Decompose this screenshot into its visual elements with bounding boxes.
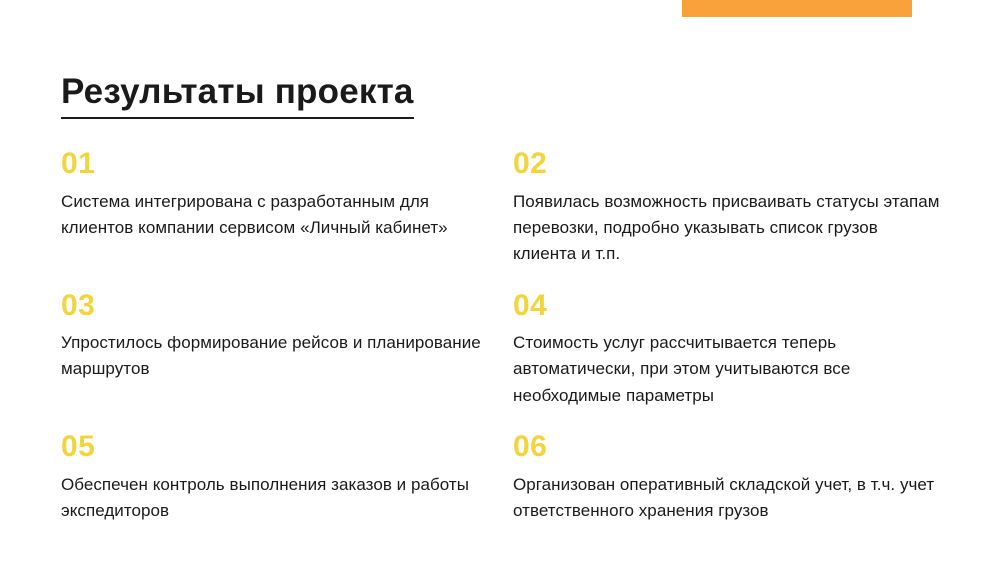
result-item (61, 148, 491, 268)
result-item (513, 148, 943, 268)
page-title-text: Результаты проекта (61, 72, 414, 119)
result-item-text: Организован оперативный складской учет, в т.ч. учет ответственного хранения грузов (513, 474, 935, 520)
results-grid (61, 148, 951, 524)
result-item (61, 431, 491, 524)
result-item-text: Стоимость услуг рассчитывается теперь автоматически, при этом учитываются все необходимые параметры (513, 333, 851, 405)
result-item-number: 03 (61, 288, 96, 322)
result-item-number: 01 (61, 147, 96, 180)
top-accent-bar (682, 0, 912, 17)
result-item-number: 06 (513, 430, 548, 464)
result-item-number: 05 (61, 430, 96, 464)
result-item (61, 290, 491, 410)
result-item (513, 431, 943, 524)
result-item-text: Упростилось формирование рейсов и планирование маршрутов (61, 333, 481, 379)
result-item-number: 04 (513, 288, 548, 322)
result-item-number: 02 (513, 147, 548, 180)
result-item (513, 290, 943, 410)
result-item-text: Появилась возможность присваивать статусы этапам перевозки, подробно указывать список грузов клиента и т.п. (513, 191, 940, 264)
result-item-text: Обеспечен контроль выполнения заказов и работы экспедиторов (61, 474, 470, 520)
result-item-text: Система интегрирована с разработанным для клиентов компании сервисом «Личный кабинет» (61, 191, 448, 237)
page-title (61, 72, 481, 119)
